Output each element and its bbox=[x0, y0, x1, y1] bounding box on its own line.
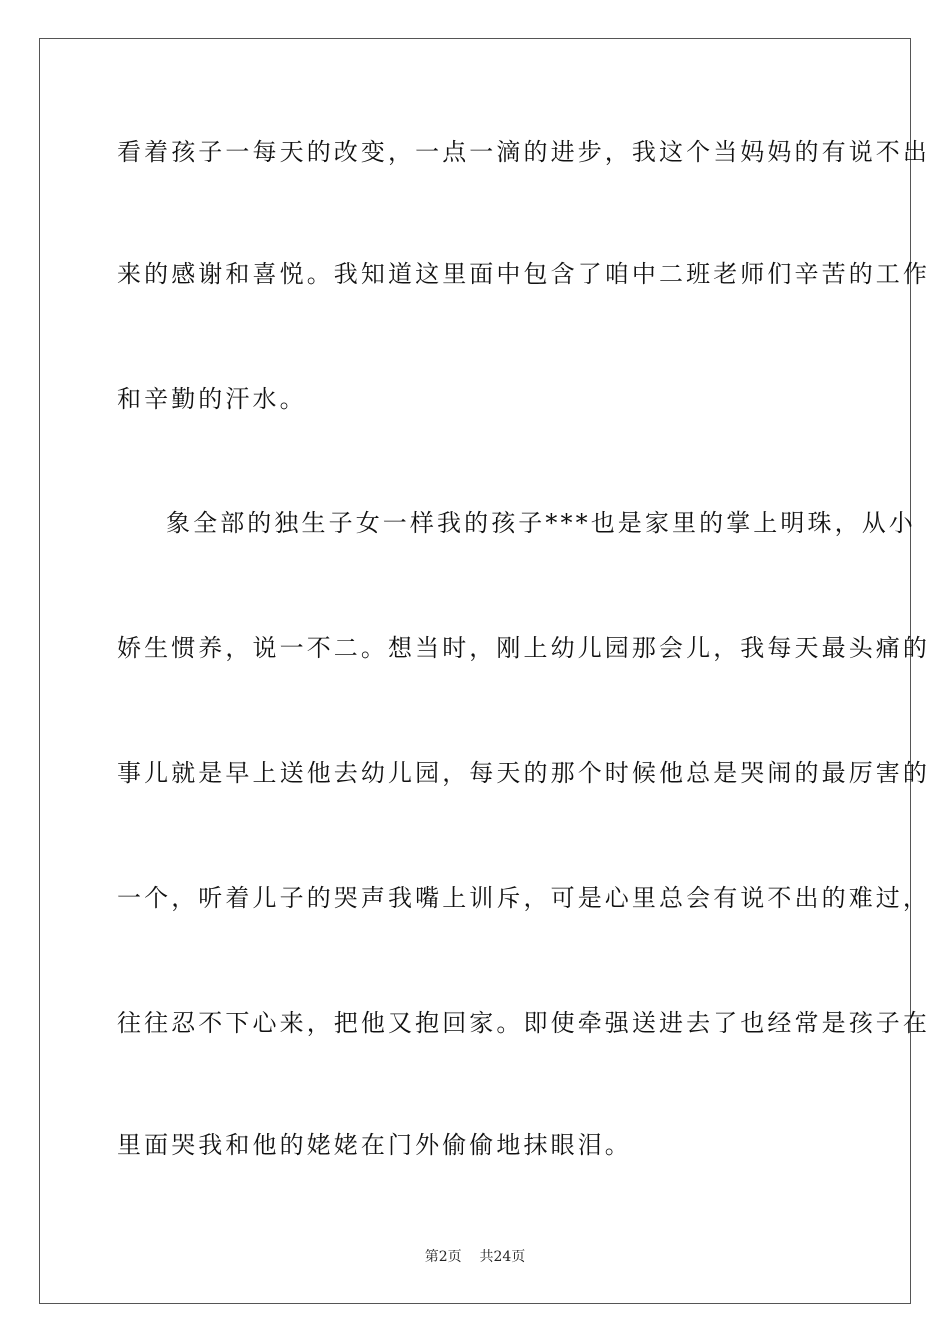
paragraph-line: 娇生惯养，说一不二。想当时，刚上幼儿园那会儿，我每天最头痛的 bbox=[117, 634, 930, 662]
page-footer bbox=[0, 1248, 950, 1266]
paragraph-line: 事儿就是早上送他去幼儿园，每天的那个时候他总是哭闹的最厉害的 bbox=[117, 759, 930, 787]
paragraph-line: 一个，听着儿子的哭声我嘴上训斥，可是心里总会有说不出的难过， bbox=[117, 884, 930, 912]
paragraph-line: 来的感谢和喜悦。我知道这里面中包含了咱中二班老师们辛苦的工作 bbox=[117, 260, 930, 288]
page-total: 共24页 bbox=[479, 1249, 526, 1265]
paragraph-line: 里面哭我和他的姥姥在门外偷偷地抹眼泪。 bbox=[117, 1131, 632, 1159]
page-border bbox=[39, 38, 930, 1304]
paragraph-line: 象全部的独生子女一样我的孩子***也是家里的掌上明珠，从小 bbox=[166, 509, 916, 537]
page-number: 第2页 bbox=[424, 1249, 462, 1265]
paragraph-line: 往往忍不下心来，把他又抱回家。即使牵强送进去了也经常是孩子在 bbox=[117, 1009, 930, 1037]
paragraph-line: 和辛勤的汗水。 bbox=[117, 385, 307, 413]
paragraph-line: 看着孩子一每天的改变，一点一滴的进步，我这个当妈妈的有说不出 bbox=[117, 138, 930, 166]
footer-spacer bbox=[462, 1249, 480, 1265]
